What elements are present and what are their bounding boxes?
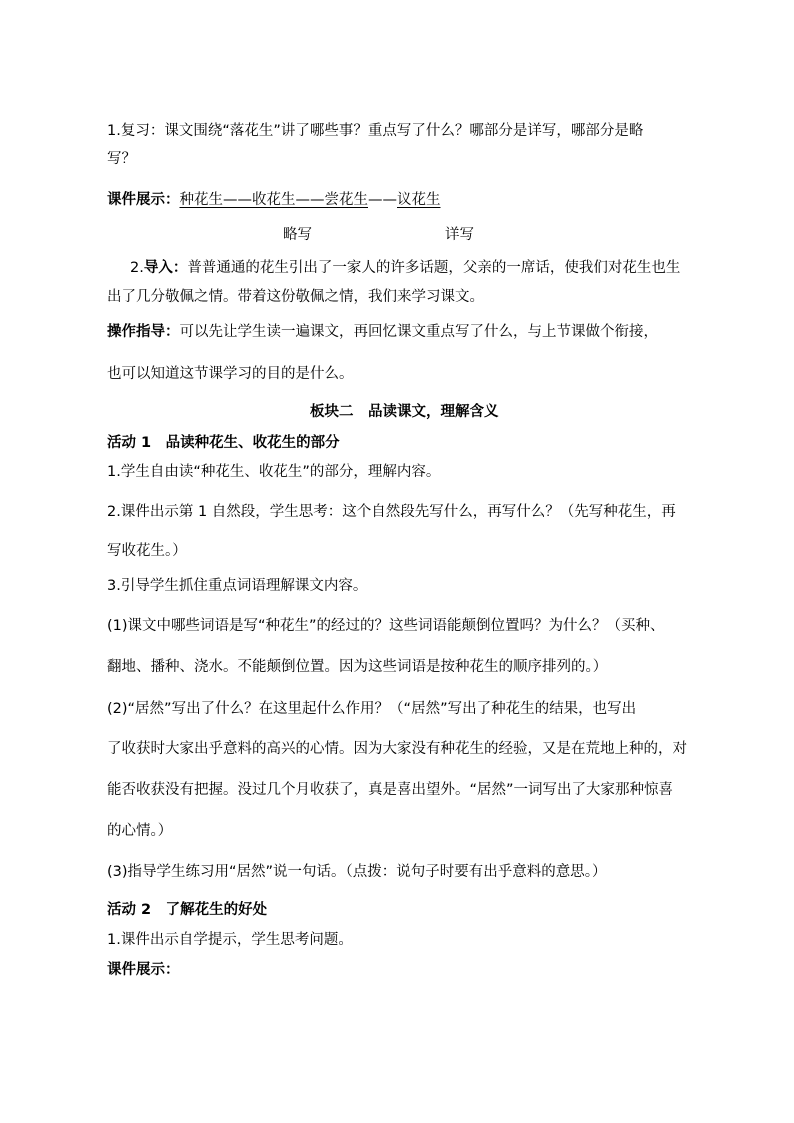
detail-label: 详写: [445, 227, 474, 243]
intro-text: 普普通通的花生引出了一家人的许多话题，父亲的一席话，使我们对花生也生: [187, 260, 681, 276]
courseware-flow: [107, 190, 441, 210]
question-2-line-3: 能否收获没有把握。没过几个月收获了，真是喜出望外。“居然”一词写出了大家那种惊喜: [107, 782, 674, 798]
brief-label: 略写: [283, 227, 312, 243]
review-line-1: 1.复习：课文围绕“落花生”讲了哪些事？重点写了什么？哪部分是详写，哪部分是略: [107, 123, 644, 139]
activity-1-p1: 1.学生自由读“种花生、收花生”的部分，理解内容。: [107, 464, 441, 480]
question-2-line-4: 的心情。）: [107, 823, 173, 839]
flow-discuss: 议花生: [397, 192, 441, 208]
question-1-line-2: 翻地、播种、浇水。不能颠倒位置。因为这些词语是按种花生的顺序排列的。）: [107, 659, 608, 675]
courseware-label: 课件展示：: [107, 192, 180, 208]
guide-line-2: 也可以知道这节课学习的目的是什么。: [107, 366, 354, 382]
review-line-2: 写？: [107, 151, 136, 167]
question-1-line-1: (1)课文中哪些词语是写“种花生”的经过的？这些词语能颠倒位置吗？为什么？（买种、: [107, 618, 665, 634]
guide-line-1: [107, 322, 658, 342]
activity-2-p1: 1.课件出示自学提示，学生思考问题。: [107, 932, 353, 948]
question-2-line-1: (2)“居然”写出了什么？在这里起什么作用？（“居然”写出了种花生的结果，也写出: [107, 701, 637, 717]
flow-dash: ——: [368, 192, 397, 208]
intro-line-1: [130, 258, 680, 278]
flow-plant-harvest-taste: 种花生——收花生——尝花生: [179, 192, 368, 208]
guide-label: 操作指导：: [107, 324, 180, 340]
guide-text: 可以先让学生读一遍课文，再回忆课文重点写了什么，与上节课做个衔接，: [179, 324, 658, 340]
activity-1-title: 活动 1 品读种花生、收花生的部分: [107, 435, 340, 451]
activity-1-p2-line-1: 2.课件出示第 1 自然段，学生思考：这个自然段先写什么，再写什么？（先写种花生，再: [107, 504, 676, 520]
activity-1-p2-line-2: 写收花生。）: [107, 543, 187, 559]
section-2-title: 板块二 品读课文，理解含义: [310, 404, 499, 420]
intro-label: 导入：: [143, 260, 188, 276]
intro-number: 2.: [130, 260, 144, 276]
activity-2-title: 活动 2 了解花生的好处: [107, 902, 268, 918]
activity-2-courseware-label: 课件展示：: [107, 962, 180, 978]
question-2-line-2: 了收获时大家出乎意料的高兴的心情。因为大家没有种花生的经验，又是在荒地上种的，对: [107, 741, 687, 757]
activity-1-p3: 3.引导学生抓住重点词语理解课文内容。: [107, 578, 368, 594]
intro-line-2: 出了几分敬佩之情。带着这份敬佩之情，我们来学习课文。: [107, 289, 484, 305]
question-3: (3)指导学生练习用“居然”说一句话。（点拨：说句子时要有出乎意料的意思。）: [107, 864, 607, 880]
